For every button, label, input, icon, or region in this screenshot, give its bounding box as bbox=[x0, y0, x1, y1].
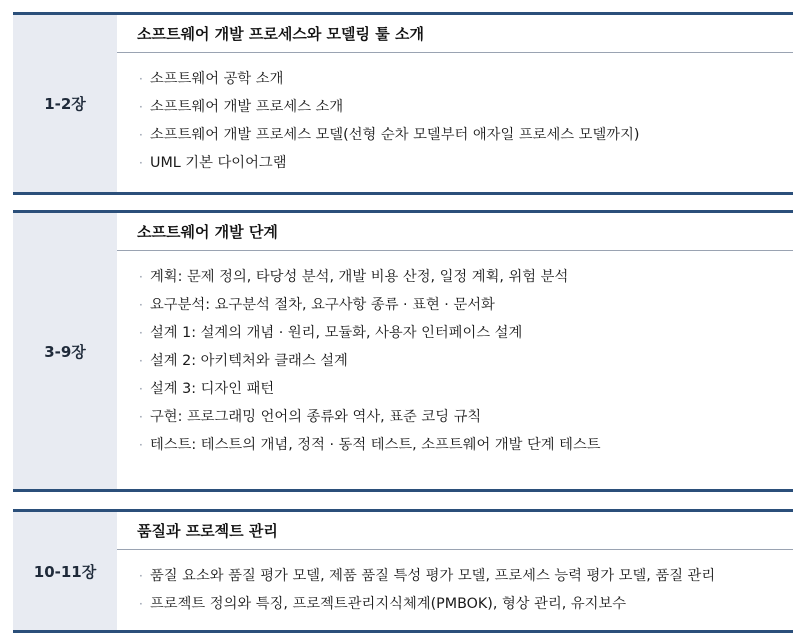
item-list bbox=[117, 251, 793, 459]
section-title: 소프트웨어 개발 프로세스와 모델링 툴 소개 bbox=[117, 15, 793, 53]
bullet-icon: · bbox=[139, 72, 143, 86]
bullet-icon: · bbox=[139, 128, 143, 142]
section-ch3-9 bbox=[13, 210, 793, 492]
bullet-icon: · bbox=[139, 298, 143, 312]
list-item-text: 계획: 문제 정의, 타당성 분석, 개발 비용 산정, 일정 계획, 위험 분석 bbox=[150, 269, 569, 285]
section-body bbox=[117, 512, 793, 630]
section-title: 소프트웨어 개발 단계 bbox=[117, 213, 793, 251]
section-label: 3-9장 bbox=[13, 213, 117, 489]
list-item bbox=[139, 149, 793, 177]
item-list bbox=[117, 550, 793, 618]
list-item-text: 설계 1: 설계의 개념 · 원리, 모듈화, 사용자 인터페이스 설계 bbox=[150, 325, 523, 341]
section-body bbox=[117, 15, 793, 192]
bullet-icon: · bbox=[139, 438, 143, 452]
list-item-text: UML 기본 다이어그램 bbox=[150, 155, 287, 171]
list-item bbox=[139, 375, 793, 403]
bullet-icon: · bbox=[139, 569, 143, 583]
list-item bbox=[139, 403, 793, 431]
bullet-icon: · bbox=[139, 270, 143, 284]
bullet-icon: · bbox=[139, 100, 143, 114]
bullet-icon: · bbox=[139, 597, 143, 611]
list-item-text: 프로젝트 정의와 특징, 프로젝트관리지식체계(PMBOK), 형상 관리, 유지보수 bbox=[150, 596, 627, 612]
list-item bbox=[139, 263, 793, 291]
list-item-text: 소프트웨어 공학 소개 bbox=[150, 71, 284, 87]
section-title: 품질과 프로젝트 관리 bbox=[117, 512, 793, 550]
section-ch1-2 bbox=[13, 12, 793, 195]
list-item bbox=[139, 347, 793, 375]
section-ch10-11 bbox=[13, 509, 793, 633]
item-list bbox=[117, 53, 793, 177]
bullet-icon: · bbox=[139, 410, 143, 424]
list-item bbox=[139, 590, 793, 618]
list-item bbox=[139, 319, 793, 347]
list-item bbox=[139, 291, 793, 319]
section-label: 10-11장 bbox=[13, 512, 117, 630]
bullet-icon: · bbox=[139, 382, 143, 396]
list-item-text: 설계 2: 아키텍처와 클래스 설계 bbox=[150, 353, 348, 369]
section-label: 1-2장 bbox=[13, 15, 117, 192]
list-item-text: 품질 요소와 품질 평가 모델, 제품 품질 특성 평가 모델, 프로세스 능력 평가 모델, 품질 관리 bbox=[150, 568, 716, 584]
list-item-text: 소프트웨어 개발 프로세스 소개 bbox=[150, 99, 344, 115]
list-item bbox=[139, 121, 793, 149]
list-item bbox=[139, 93, 793, 121]
section-body bbox=[117, 213, 793, 489]
list-item bbox=[139, 65, 793, 93]
list-item bbox=[139, 431, 793, 459]
list-item-text: 테스트: 테스트의 개념, 정적 · 동적 테스트, 소프트웨어 개발 단계 테스트 bbox=[150, 437, 601, 453]
bullet-icon: · bbox=[139, 326, 143, 340]
list-item bbox=[139, 562, 793, 590]
list-item-text: 구현: 프로그래밍 언어의 종류와 역사, 표준 코딩 규칙 bbox=[150, 409, 482, 425]
bullet-icon: · bbox=[139, 354, 143, 368]
list-item-text: 소프트웨어 개발 프로세스 모델(선형 순차 모델부터 애자일 프로세스 모델까지) bbox=[150, 127, 640, 143]
list-item-text: 요구분석: 요구분석 절차, 요구사항 종류 · 표현 · 문서화 bbox=[150, 297, 495, 313]
list-item-text: 설계 3: 디자인 패턴 bbox=[150, 381, 275, 397]
bullet-icon: · bbox=[139, 156, 143, 170]
